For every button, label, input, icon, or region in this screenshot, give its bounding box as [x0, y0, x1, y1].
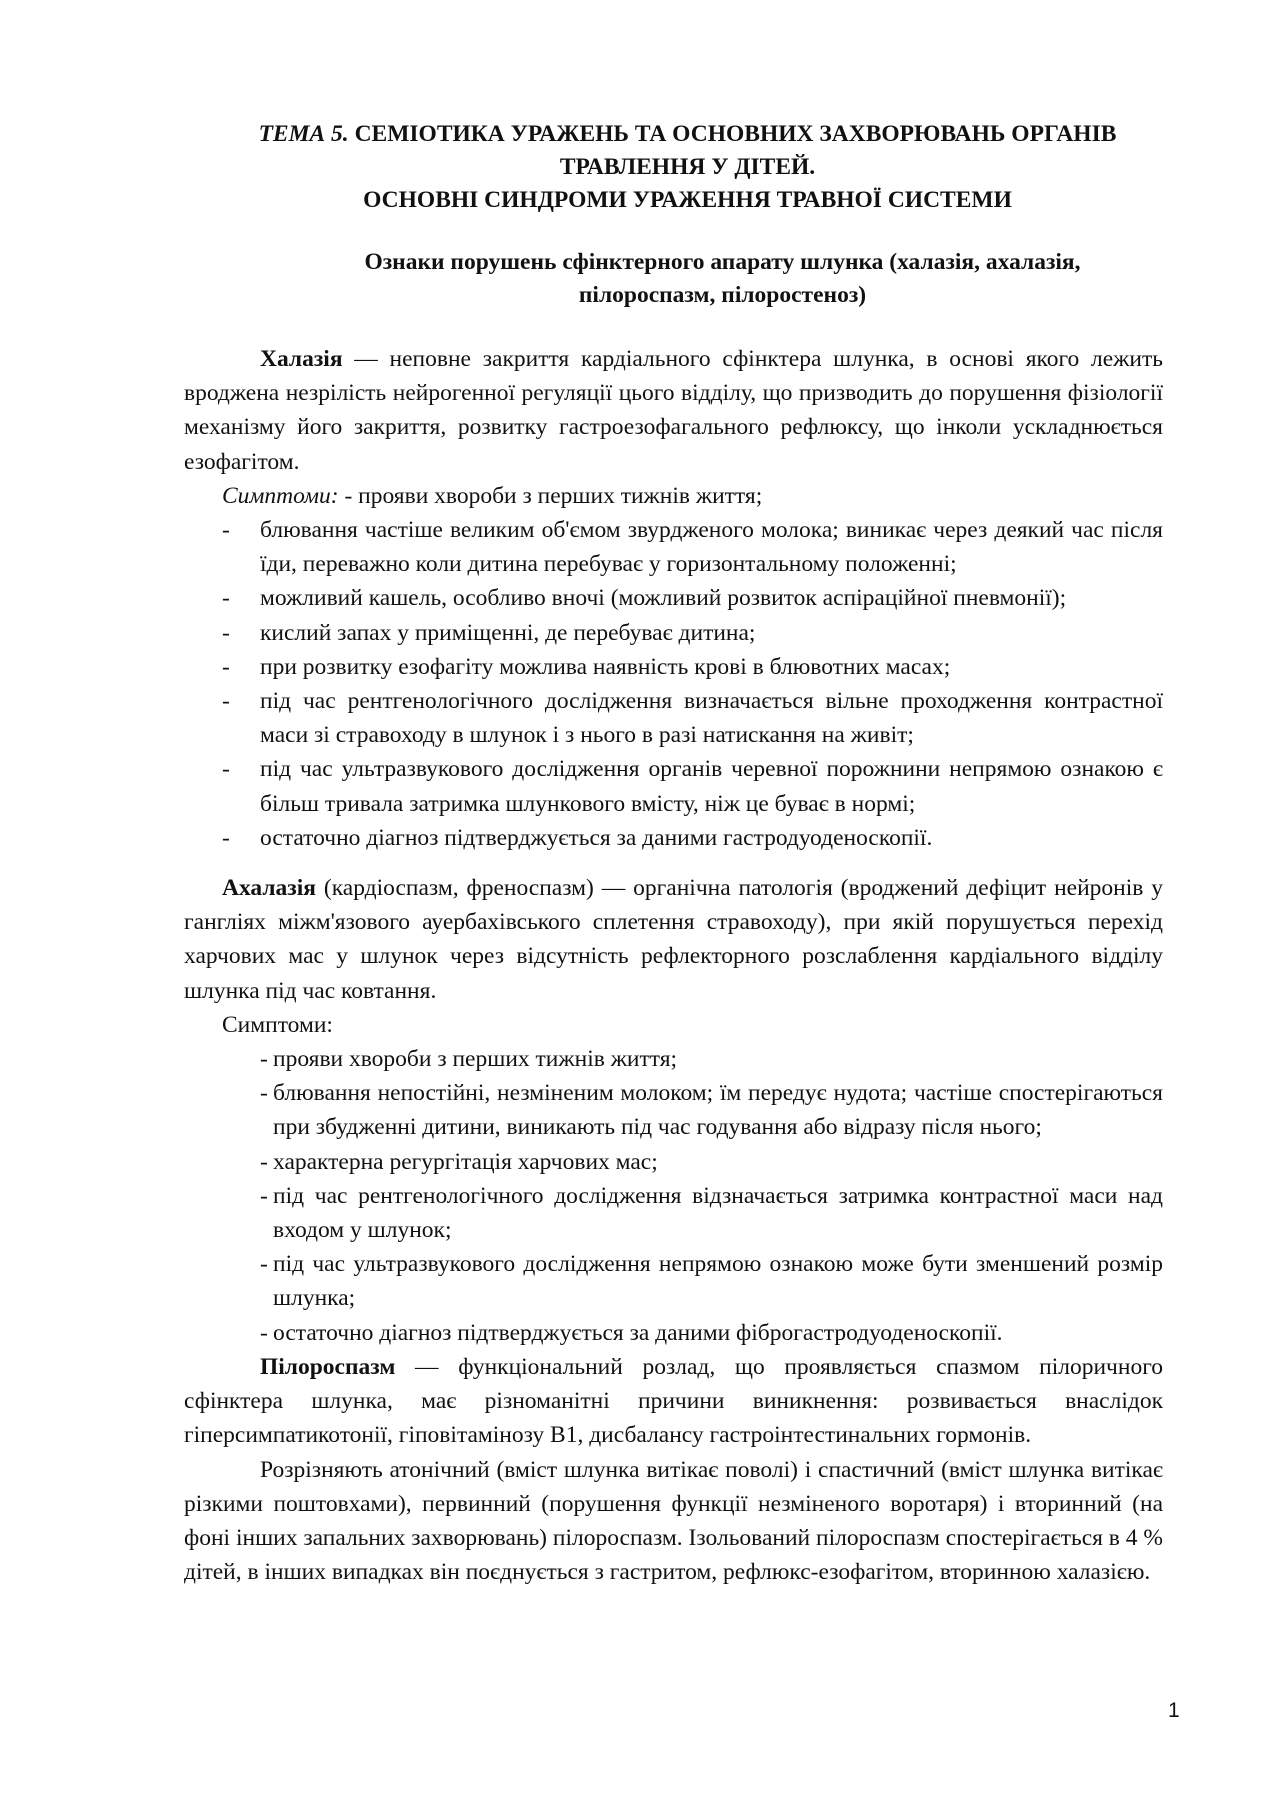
halazia-symptoms-list — [184, 513, 1163, 855]
list-dash: - — [260, 1080, 268, 1107]
list-item — [184, 1316, 1163, 1350]
pilorospazm-types-paragraph: Розрізняють атонічний (вміст шлунка витікає поволі) і спастичний (вміст шлунка витікає різкими поштовхами), первинний (порушення функції незміненого воротаря) і вторинний (на фоні інших запальних захворювань) пілороспазм. Ізольований пілороспазм спостерігається в 4 % дітей, в інших випадках він поєднується з гастритом, рефлюкс-езофагітом, вторинною халазією. — [184, 1456, 1163, 1586]
list-dash: - — [260, 1251, 268, 1278]
halazia-symptoms-heading — [184, 479, 1163, 513]
halazia-definition-text: — неповне закриття кардіального сфінктера шлунка, в основі якого лежить вроджена незрілість нейрогенної регуляції цього відділу, що призводить до порушення фізіології механізму його закриття, розвитку гастроезофагального рефлюксу, що інколи ускладнюється езофагітом. — [184, 346, 1163, 475]
ahalazia-symptoms-list — [184, 1042, 1163, 1350]
list-item — [184, 1042, 1163, 1076]
list-item — [184, 650, 1163, 684]
ahalazia-definition-text: (кардіоспазм, френоспазм) — органічна патологія (вроджений дефіцит нейронів у гангліях міжм'язового ауербахівського сплетення стравоходу), при якій порушується перехід харчових мас у шлунок через відсутність рефлекторного розслаблення кардіального відділу шлунка під час ковтання. — [184, 875, 1163, 1004]
ahalazia-term: Ахалазія — [222, 875, 316, 902]
list-item-text: під час рентгенологічного дослідження відзначається затримка контрастної маси над входом у шлунок; — [273, 1182, 1163, 1244]
list-item — [184, 1145, 1163, 1179]
list-item-text: під час ультразвукового дослідження непрямою ознакою може бути зменшений розмір шлунка; — [273, 1251, 1163, 1312]
list-item-text: блювання непостійні, незміненим молоком; їм передує нудота; частіше спостерігаються при збудженні дитини, виникають під час годування або відразу після нього; — [273, 1080, 1163, 1141]
list-item — [184, 1179, 1163, 1247]
pilorospazm-term: Пілороспазм — [260, 1353, 396, 1380]
subtitle-line-2: пілороспазм, пілоростеноз) — [578, 282, 867, 308]
list-item-text: остаточно діагноз підтверджується за даними гастродуоденоскопії. — [260, 824, 933, 851]
list-item-text: під час рентгенологічного дослідження визначається вільне проходження контрастної маси зі стравоходу в шлунок і з нього в разі натискання на живіт; — [260, 688, 1163, 749]
pilorospazm-definition-text: — функціональний розлад, що проявляється спазмом пілоричного сфінктера шлунка, має різноманітні причини виникнення: розвивається внаслідок гіперсимпатикотонії, гіповітамінозу B1, дисбалансу гастроінтестинальних гормонів. — [184, 1353, 1163, 1449]
list-dash: - — [222, 517, 230, 544]
pilorospazm-definition — [184, 1350, 1163, 1453]
list-item — [184, 513, 1163, 581]
list-dash: - — [222, 585, 230, 612]
page-number: 1 — [1168, 1699, 1180, 1722]
list-item — [184, 752, 1163, 820]
list-dash: - — [222, 824, 230, 851]
list-item-text: остаточно діагноз підтверджується за даними фіброгастродуоденоскопії. — [273, 1319, 1003, 1346]
topic-label: ТЕМА 5. — [258, 121, 349, 147]
list-dash: - — [222, 653, 230, 680]
list-item — [184, 684, 1163, 752]
list-item-text: характерна регургітація харчових мас; — [273, 1148, 658, 1175]
list-item-text: можливий кашель, особливо вночі (можливий розвиток аспіраційної пневмонії); — [260, 585, 1067, 612]
ahalazia-definition — [184, 871, 1163, 1008]
list-dash: - — [222, 756, 230, 783]
halazia-symptoms-label: Симптоми: — [222, 482, 339, 509]
list-dash: - — [260, 1148, 268, 1175]
title-line-2: ТРАВЛЕННЯ У ДІТЕЙ. — [559, 154, 816, 180]
list-dash: - — [222, 688, 230, 715]
title-line-1: СЕМІОТИКА УРАЖЕНЬ ТА ОСНОВНИХ ЗАХВОРЮВАНЬ ОРГАНІВ — [354, 121, 1117, 147]
section-subtitle — [184, 246, 1163, 312]
list-item — [184, 821, 1163, 855]
list-item — [184, 616, 1163, 650]
halazia-symptom-first: - прояви хвороби з перших тижнів життя; — [338, 482, 763, 509]
list-item-text: блювання частіше великим об'ємом звурдженого молока; виникає через деякий час після їди, переважно коли дитина перебуває у горизонтальному положенні; — [260, 517, 1163, 578]
list-dash: - — [260, 1046, 268, 1073]
ahalazia-symptoms-label: Симптоми: — [222, 1011, 333, 1038]
list-item — [184, 1247, 1163, 1315]
title-line-3: ОСНОВНІ СИНДРОМИ УРАЖЕННЯ ТРАВНОЇ СИСТЕМИ — [363, 187, 1012, 213]
halazia-term: Халазія — [260, 346, 343, 372]
subtitle-line-1: Ознаки порушень сфінктерного апарату шлунка (халазія, ахалазія, — [364, 249, 1081, 275]
list-dash: - — [260, 1319, 268, 1346]
list-item-text: прояви хвороби з перших тижнів життя; — [273, 1046, 678, 1073]
list-item-text: кислий запах у приміщенні, де перебуває дитина; — [260, 619, 756, 646]
list-item-text: при розвитку езофагіту можлива наявність крові в блювотних масах; — [260, 653, 951, 680]
list-item — [184, 1076, 1163, 1144]
list-item — [184, 581, 1163, 615]
list-item-text: під час ультразвукового дослідження органів черевної порожнини непрямою ознакою є більш тривала затримка шлункового вмісту, ніж це буває в нормі; — [260, 756, 1163, 817]
list-dash: - — [222, 619, 230, 646]
list-dash: - — [260, 1182, 268, 1209]
halazia-definition — [184, 342, 1163, 479]
page-title — [184, 118, 1163, 217]
